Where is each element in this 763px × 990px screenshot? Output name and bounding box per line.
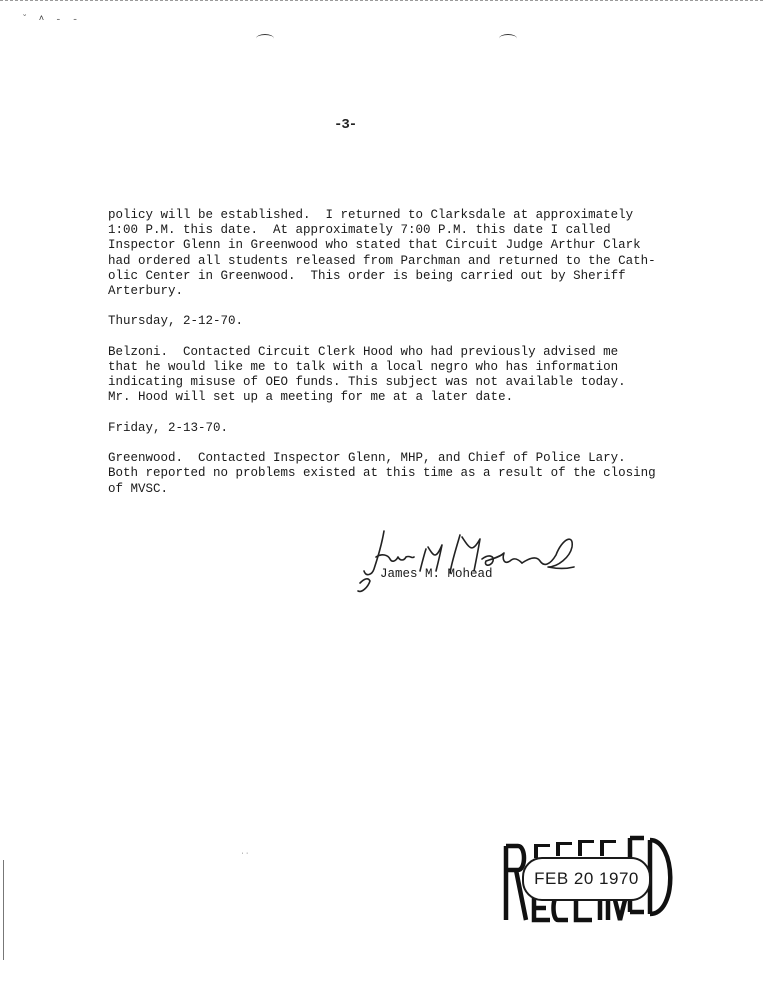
date-heading-thursday: Thursday, 2-12-70. [108,314,244,329]
received-stamp [500,830,680,926]
signature-block [352,525,592,605]
handwritten-signature [352,525,592,605]
document-body [108,208,668,512]
paragraph-greenwood: Greenwood. Contacted Inspector Glenn, MHP, and Chief of Police Lary. Both reported no problems existed at this time as a result of the closing of MVSC. [108,451,656,496]
stray-mark: ˙˙ [240,853,250,862]
right-bracket-mark [499,34,517,43]
paragraph-belzoni: Belzoni. Contacted Circuit Clerk Hood who had previously advised me that he would like me to talk with a local negro who has information indicating misuse of OEO funds. This subject was not available today. Mr. Hood will set up a meeting for me at a later date. [108,344,626,405]
corner-marks: ˘ ˄ ˗ ˗ [22,14,81,24]
signature-name: James M. Mohead [380,567,493,581]
stamp-date: FEB 20 1970 [522,857,651,901]
date-heading-friday: Friday, 2-13-70. [108,420,229,435]
left-margin-rule [3,860,4,960]
paragraph-arterbury: policy will be established. I returned to Clarksdale at approximately 1:00 P.M. this date. At approximately 7:00 P.M. this date I called Inspector Glenn in Greenwood who stated that Circuit Judge Arthur Clark had ordered all students released from Parchman and returned to the Cath- olic Center in Greenwood. This order is being carried out by Sheriff Arterbury. [108,208,656,299]
page-top-edge [0,0,763,5]
left-bracket-mark [256,34,274,43]
page-number: -3- [334,117,357,133]
